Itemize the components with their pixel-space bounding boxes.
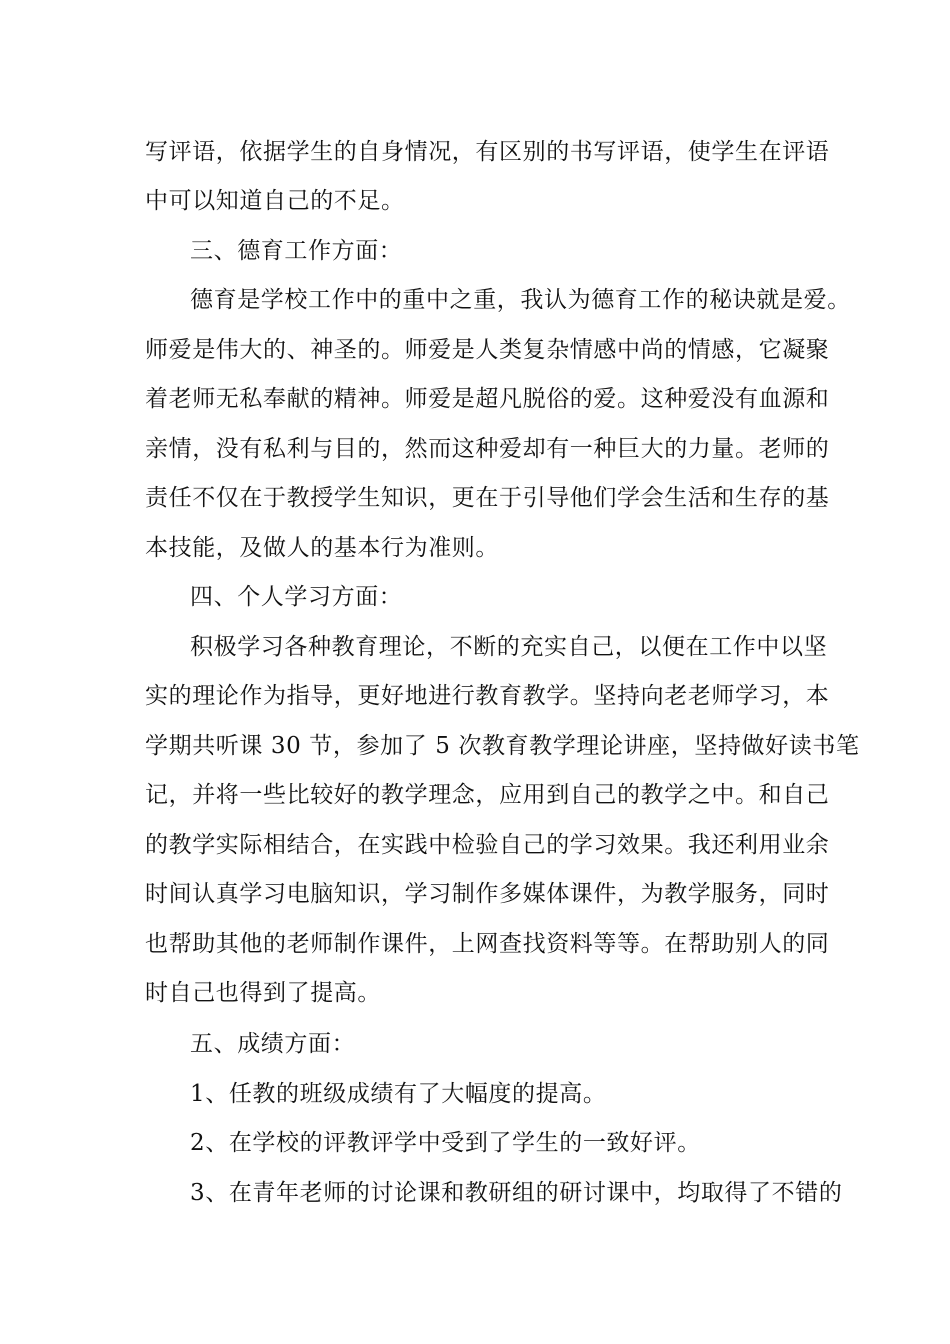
text-line: 责任不仅在于教授学生知识，更在于引导他们学会生活和生存的基 xyxy=(145,485,830,511)
text-line: 学期共听课 30 节，参加了 5 次教育教学理论讲座，坚持做好读书笔 xyxy=(145,733,860,759)
text-line: 写评语，依据学生的自身情况，有区别的书写评语，使学生在评语 xyxy=(145,139,830,165)
list-item: 2、在学校的评教评学中受到了学生的一致好评。 xyxy=(190,1130,701,1156)
text-line: 师爱是伟大的、神圣的。师爱是人类复杂情感中尚的情感，它凝聚 xyxy=(145,337,830,363)
list-item: 1、任教的班级成绩有了大幅度的提高。 xyxy=(190,1081,607,1107)
text-line: 着老师无私奉献的精神。师爱是超凡脱俗的爱。这种爱没有血源和 xyxy=(145,386,830,412)
section-heading: 四、个人学习方面： xyxy=(190,584,403,610)
text-line: 中可以知道自己的不足。 xyxy=(145,188,405,214)
section-heading: 三、德育工作方面： xyxy=(190,238,403,264)
text-line: 的教学实际相结合，在实践中检验自己的学习效果。我还利用业余 xyxy=(145,832,830,858)
text-line: 时间认真学习电脑知识，学习制作多媒体课件，为教学服务，同时 xyxy=(145,881,830,907)
text-line: 时自己也得到了提高。 xyxy=(145,980,381,1006)
text-line: 也帮助其他的老师制作课件，上网查找资料等等。在帮助别人的同 xyxy=(145,931,830,957)
text-line: 实的理论作为指导，更好地进行教育教学。坚持向老老师学习，本 xyxy=(145,683,830,709)
text-line: 积极学习各种教育理论，不断的充实自己，以便在工作中以坚 xyxy=(190,634,828,660)
text-line: 记，并将一些比较好的教学理念，应用到自己的教学之中。和自己 xyxy=(145,782,830,808)
section-heading: 五、成绩方面： xyxy=(190,1031,356,1057)
text-line: 德育是学校工作中的重中之重，我认为德育工作的秘诀就是爱。 xyxy=(190,287,851,313)
text-line: 本技能，及做人的基本行为准则。 xyxy=(145,535,499,561)
text-line: 亲情，没有私利与目的，然而这种爱却有一种巨大的力量。老师的 xyxy=(145,436,830,462)
list-item: 3、在青年老师的讨论课和教研组的研讨课中，均取得了不错的 xyxy=(190,1180,843,1206)
